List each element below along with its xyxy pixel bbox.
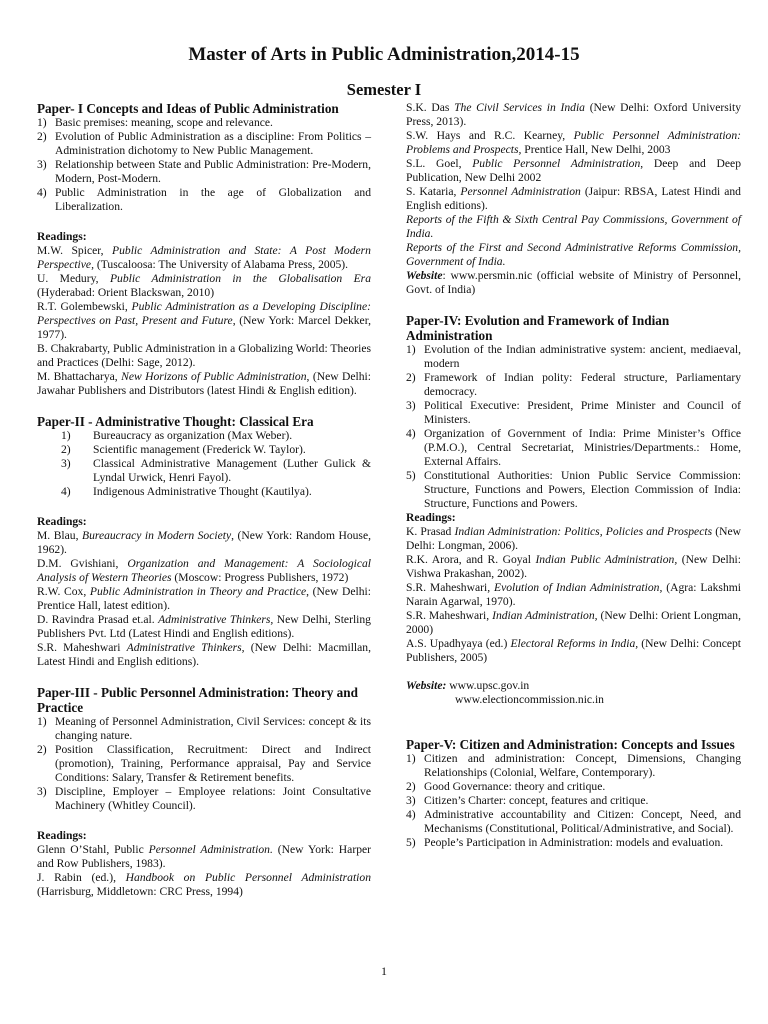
list-item-text: Bureaucracy as organization (Max Weber). xyxy=(93,429,293,442)
reading-entry: J. Rabin (ed.), Handbook on Public Personnel Administration (Harrisburg, Middletown: CRC Press, 1994) xyxy=(37,871,371,898)
list-item xyxy=(406,794,741,808)
list-item-text: Meaning of Personnel Administration, Civil Services: concept & its changing nature. xyxy=(55,715,371,742)
list-item-text: Citizen’s Charter: concept, features and critique. xyxy=(424,794,649,807)
reading-entry: D.M. Gvishiani, Organization and Management: A Sociological Analysis of Western Theories (Moscow: Progress Publishers, 1972) xyxy=(37,557,371,584)
list-item xyxy=(37,785,371,813)
list-item-text: Evolution of Public Administration as a discipline: From Politics –Administration dichotomy to New Public Management. xyxy=(55,130,371,157)
reading-entry: Glenn O’Stahl, Public Personnel Administration. (New York: Harper and Row Publishers, 1983). xyxy=(37,843,371,870)
list-item-text: Relationship between State and Public Administration: Pre-Modern, Modern, Post-Modern. xyxy=(55,158,371,185)
paper1-topics xyxy=(37,116,371,214)
list-item-text: Administrative accountability and Citizen: Concept, Need, and Mechanisms (Constitutional, Political/Administrative, and Social). xyxy=(424,808,741,835)
list-item-number: 2) xyxy=(406,371,416,384)
reading-entry: K. Prasad Indian Administration: Politics, Policies and Prospects (New Delhi: Longman, 2006). xyxy=(406,525,741,552)
paper5-topics xyxy=(406,752,741,850)
paper3-readings-left xyxy=(37,843,371,899)
list-item-number: 2) xyxy=(37,743,47,756)
list-item-number: 4) xyxy=(406,808,416,821)
list-item xyxy=(37,158,371,186)
paper3-readings-right xyxy=(406,101,741,269)
list-item-number: 1) xyxy=(37,715,47,728)
list-item-number: 5) xyxy=(406,836,416,849)
paper3-heading: Paper-III - Public Personnel Administration: Theory and Practice xyxy=(37,685,358,715)
reading-entry: S.K. Das The Civil Services in India (New Delhi: Oxford University Press, 2013). xyxy=(406,101,741,128)
list-item xyxy=(406,399,741,427)
list-item-number: 4) xyxy=(37,186,47,199)
list-item xyxy=(406,836,741,850)
list-item xyxy=(406,752,741,780)
paper3-website-text: : www.persmin.nic (official website of Ministry of Personnel, Govt. of India) xyxy=(406,269,741,296)
paper2-readings xyxy=(37,529,371,669)
paper4-website xyxy=(406,679,741,693)
reading-entry: M.W. Spicer, Public Administration and State: A Post Modern Perspective, (Tuscaloosa: The University of Alabama Press, 2005). xyxy=(37,244,371,271)
list-item xyxy=(37,429,371,443)
list-item xyxy=(37,186,371,214)
list-item xyxy=(406,343,741,371)
list-item xyxy=(37,743,371,785)
reading-entry: U. Medury, Public Administration in the Globalisation Era (Hyderabad: Orient Blackswan, 2010) xyxy=(37,272,371,299)
list-item-text: Public Administration in the age of Globalization and Liberalization. xyxy=(55,186,371,213)
list-item-text: Evolution of the Indian administrative system: ancient, mediaeval, modern xyxy=(424,343,741,370)
list-item xyxy=(37,443,371,457)
list-item-text: Political Executive: President, Prime Minister and Council of Ministers. xyxy=(424,399,741,426)
list-item xyxy=(37,116,371,130)
paper4-readings-label: Readings: xyxy=(406,511,456,524)
paper2-readings-label: Readings: xyxy=(37,515,87,528)
list-item-number: 1) xyxy=(406,752,416,765)
paper3-website-label: Website xyxy=(406,269,443,282)
list-item-number: 1) xyxy=(37,116,47,129)
paper1-readings-label: Readings: xyxy=(37,230,87,243)
list-item-text: Constitutional Authorities: Union Public Service Commission: Structure, Functions and Powers, Election Commission of India: Structure, Functions and Powers. xyxy=(424,469,741,510)
list-item-number: 4) xyxy=(61,485,71,498)
paper4-heading: Paper-IV: Evolution and Framework of Indian Administration xyxy=(406,313,670,343)
reading-entry: S.R. Maheshwari Administrative Thinkers, (New Delhi: Macmillan, Latest Hindi and English editions). xyxy=(37,641,371,668)
reading-entry: R.T. Golembewski, Public Administration as a Developing Discipline: Perspectives on Past, Present and Future, (New York: Marcel Dekker, 1977). xyxy=(37,300,371,341)
reading-entry: R.W. Cox, Public Administration in Theory and Practice, (New Delhi: Prentice Hall, latest edition). xyxy=(37,585,371,612)
paper4-website-line-2 xyxy=(406,693,741,707)
list-item xyxy=(37,130,371,158)
list-item xyxy=(37,457,371,485)
paper4-website-link-2[interactable]: www.electioncommission.nic.in xyxy=(455,693,604,706)
list-item-text: Indigenous Administrative Thought (Kautilya). xyxy=(93,485,312,498)
list-item-text: Discipline, Employer – Employee relations: Joint Consultative Machinery (Whitley Council). xyxy=(55,785,371,812)
reading-entry: S.R. Maheshwari, Evolution of Indian Administration, (Agra: Lakshmi Narain Agarwal, 1970). xyxy=(406,581,741,608)
list-item-number: 3) xyxy=(406,794,416,807)
list-item-number: 4) xyxy=(406,427,416,440)
reading-entry: B. Chakrabarty, Public Administration in a Globalizing World: Theories and Practices (Delhi: Sage, 2012). xyxy=(37,342,371,369)
paper4-readings xyxy=(406,525,741,665)
list-item xyxy=(37,715,371,743)
list-item-number: 2) xyxy=(406,780,416,793)
list-item-number: 5) xyxy=(406,469,416,482)
list-item-number: 3) xyxy=(37,785,47,798)
list-item-number: 2) xyxy=(61,443,71,456)
list-item xyxy=(406,427,741,469)
paper4-website-link-1[interactable]: www.upsc.gov.in xyxy=(449,679,530,692)
list-item-number: 2) xyxy=(37,130,47,143)
list-item-text: People’s Participation in Administration: models and evaluation. xyxy=(424,836,724,849)
list-item-number: 3) xyxy=(406,399,416,412)
left-column xyxy=(37,101,371,899)
paper3-website xyxy=(406,269,741,297)
list-item xyxy=(406,371,741,399)
reading-entry: S.L. Goel, Public Personnel Administration, Deep and Deep Publication, New Delhi 2002 xyxy=(406,157,741,184)
list-item-text: Framework of Indian polity: Federal structure, Parliamentary democracy. xyxy=(424,371,741,398)
reading-entry: M. Bhattacharya, New Horizons of Public Administration, (New Delhi: Jawahar Publishers and Distributors (latest Hindi & English edition). xyxy=(37,370,371,397)
document-title: Master of Arts in Public Administration,2014-15 xyxy=(188,44,580,65)
list-item-number: 3) xyxy=(61,457,71,470)
reading-entry: Reports of the Fifth & Sixth Central Pay Commissions, Government of India. xyxy=(406,213,741,240)
reading-entry: S.R. Maheshwari, Indian Administration, (New Delhi: Orient Longman, 2000) xyxy=(406,609,741,636)
paper1-heading: Paper- I Concepts and Ideas of Public Administration xyxy=(37,101,339,116)
list-item-number: 3) xyxy=(37,158,47,171)
reading-entry: M. Blau, Bureaucracy in Modern Society, (New York: Random House, 1962). xyxy=(37,529,371,556)
list-item xyxy=(406,808,741,836)
reading-entry: A.S. Upadhyaya (ed.) Electoral Reforms in India, (New Delhi: Concept Publishers, 2005) xyxy=(406,637,741,664)
reading-entry: Reports of the First and Second Administrative Reforms Commission, Government of India. xyxy=(406,241,741,268)
paper2-topics xyxy=(37,429,371,499)
paper5-heading: Paper-V: Citizen and Administration: Concepts and Issues xyxy=(406,737,735,752)
reading-entry: D. Ravindra Prasad et.al. Administrative Thinkers, New Delhi, Sterling Publishers Pvt. Ltd (Latest Hindi and English editions). xyxy=(37,613,371,640)
list-item xyxy=(37,485,371,499)
list-item-text: Basic premises: meaning, scope and relevance. xyxy=(55,116,273,129)
paper3-topics xyxy=(37,715,371,813)
page-number: 1 xyxy=(381,964,387,978)
list-item-text: Good Governance: theory and critique. xyxy=(424,780,606,793)
paper4-topics xyxy=(406,343,741,511)
paper4-website-label: Website: xyxy=(406,679,447,692)
list-item xyxy=(406,780,741,794)
paper3-readings-label: Readings: xyxy=(37,829,87,842)
paper1-readings xyxy=(37,244,371,398)
list-item-text: Citizen and administration: Concept, Dimensions, Changing Relationships (Colonial, Welfare, Contemporary). xyxy=(424,752,741,779)
list-item-text: Position Classification, Recruitment: Direct and Indirect (promotion), Training, Performance appraisal, Pay and Service Conditions: Salary, Transfer & Retirement benefits. xyxy=(55,743,371,784)
list-item-number: 1) xyxy=(61,429,71,442)
right-column xyxy=(406,101,741,850)
list-item-text: Organization of Government of India: Prime Minister’s Office (P.M.O.), Central Secretariat, Ministries/Departments.: Home, External Affairs. xyxy=(424,427,741,468)
list-item-text: Classical Administrative Management (Luther Gulick & Lyndal Urwick, Henri Fayol). xyxy=(93,457,371,484)
paper2-heading: Paper-II - Administrative Thought: Classical Era xyxy=(37,414,314,429)
reading-entry: R.K. Arora, and R. Goyal Indian Public Administration, (New Delhi: Vishwa Prakashan, 2002). xyxy=(406,553,741,580)
list-item-text: Scientific management (Frederick W. Taylor). xyxy=(93,443,306,456)
semester-heading: Semester I xyxy=(346,80,422,99)
reading-entry: S. Kataria, Personnel Administration (Jaipur: RBSA, Latest Hindi and English editions). xyxy=(406,185,741,212)
list-item-number: 1) xyxy=(406,343,416,356)
reading-entry: S.W. Hays and R.C. Kearney, Public Personnel Administration: Problems and Prospects, Prentice Hall, New Delhi, 2003 xyxy=(406,129,741,156)
list-item xyxy=(406,469,741,511)
